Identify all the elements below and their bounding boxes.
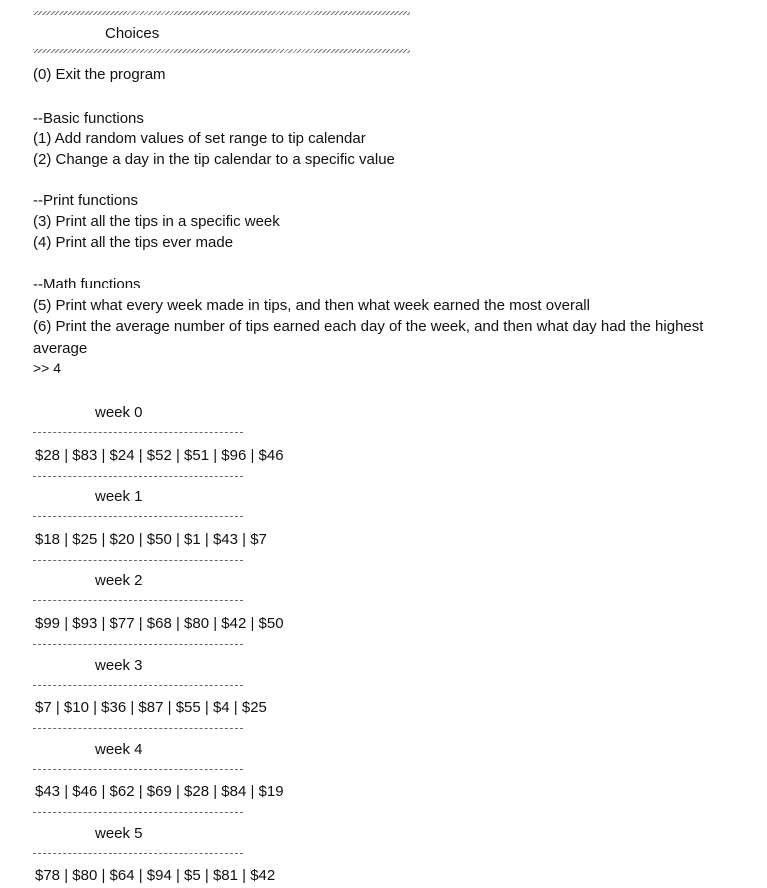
input-prompt: >> 4 (33, 360, 62, 376)
week-tips: $43 | $46 | $62 | $69 | $28 | $84 | $19 (35, 783, 284, 800)
menu-option-1: (1) Add random values of set range to tip calendar (33, 130, 366, 147)
week-tips: $99 | $93 | $77 | $68 | $80 | $42 | $50 (35, 615, 284, 632)
week-label: week 1 (95, 488, 143, 505)
dashed-divider (33, 560, 243, 561)
dashed-divider (33, 685, 243, 686)
wavy-divider-top (33, 11, 410, 15)
menu-option-exit: (0) Exit the program (33, 66, 166, 83)
menu-option-5: (5) Print what every week made in tips, and then what week earned the most overall (33, 297, 590, 314)
dashed-divider (33, 769, 243, 770)
menu-title: Choices (105, 25, 160, 42)
dashed-divider (33, 853, 243, 854)
dashed-divider (33, 728, 243, 729)
week-label: week 4 (95, 741, 143, 758)
wavy-divider-bottom (33, 49, 410, 53)
week-label: week 3 (95, 657, 143, 674)
section-basic-header: --Basic functions (33, 110, 144, 127)
week-label: week 2 (95, 572, 143, 589)
dashed-divider (33, 476, 243, 477)
dashed-divider (33, 432, 243, 433)
week-label: week 0 (95, 404, 143, 421)
section-print-header: --Print functions (33, 192, 139, 209)
week-tips: $78 | $80 | $64 | $94 | $5 | $81 | $42 (35, 867, 276, 884)
week-tips: $28 | $83 | $24 | $52 | $51 | $96 | $46 (35, 447, 284, 464)
menu-option-6: (6) Print the average number of tips earned each day of the week, and then what day had the highest (33, 318, 704, 335)
menu-option-6-continued: average (33, 340, 88, 357)
section-math-header: --Math functions (33, 276, 141, 288)
menu-option-3: (3) Print all the tips in a specific week (33, 213, 280, 230)
dashed-divider (33, 516, 243, 517)
week-tips: $18 | $25 | $20 | $50 | $1 | $43 | $7 (35, 531, 267, 548)
menu-option-4: (4) Print all the tips ever made (33, 234, 234, 251)
week-label: week 5 (95, 825, 143, 842)
menu-option-2: (2) Change a day in the tip calendar to a specific value (33, 151, 395, 168)
dashed-divider (33, 644, 243, 645)
dashed-divider (33, 600, 243, 601)
dashed-divider (33, 812, 243, 813)
week-tips: $7 | $10 | $36 | $87 | $55 | $4 | $25 (35, 699, 267, 716)
